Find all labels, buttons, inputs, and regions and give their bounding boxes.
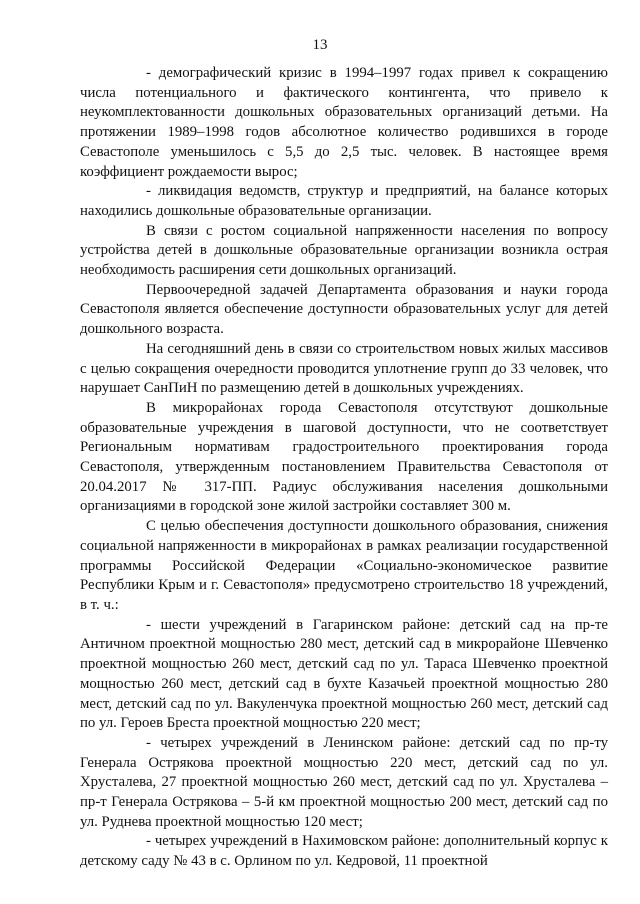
paragraph-construction-program: С целью обеспечения доступности дошкольного образования, снижения социальной напряженности в микрорайонах в рамках реализации государственной программы Российской Федерации «Социально-экономическое развитие Республики Крым и г. Севастополя» предусмотрено строительство 18 учреждений, в т. ч.: xyxy=(80,518,608,613)
paragraph-nakhimovsky-district: - четырех учреждений в Нахимовском районе: дополнительный корпус к детскому саду № 43 в с. Орлином по ул. Кедровой, 11 проектной xyxy=(80,833,608,870)
paragraph-primary-task: Первоочередной задачей Департамента образования и науки города Севастополя является обеспечение доступности образовательных услуг для детей дошкольного возраста. xyxy=(80,281,608,338)
paragraph-microdistricts: В микрорайонах города Севастополя отсутствуют дошкольные образовательные учреждения в шаговой доступности, что не соответствует Региональным нормативам градостроительного проектирования города Севастополя, утвержденным постановлением Правительства Севастополя от 20.04.2017 № 317-ПП. Радиус обслуживания населения дошкольными организациями в городской зоне жилой застройки составляет 300 м. xyxy=(80,399,608,515)
paragraph-group-compaction: На сегодняшний день в связи со строительством новых жилых массивов с целью сокращения очередности проводится уплотнение групп до 33 человек, что нарушает СанПиН по размещению детей в дошкольных учреждениях. xyxy=(80,340,608,397)
page-number: 13 xyxy=(312,37,328,53)
paragraph-gagarinsky-district: - шести учреждений в Гагаринском районе: детский сад на пр-те Античном проектной мощностью 280 мест, детский сад в микрорайоне Шевченко проектной мощностью 260 мест, детский сад по ул. Тараса Шевченко проектной мощностью 260 мест, детский сад в бухте Казачьей проектной мощностью 280 мест, детский сад по ул. Вакуленчука проектной мощностью 260 мест, детский сад по ул. Героев Бреста проектной мощностью 220 мест; xyxy=(80,616,608,732)
paragraph-leninsky-district: - четырех учреждений в Ленинском районе: детский сад по пр-ту Генерала Острякова проектной мощностью 220 мест, детский сад по ул. Хрусталева, 27 проектной мощностью 260 мест, детский сад по ул. Хрусталева – пр-т Генерала Острякова – 5-й км проектной мощностью 200 мест, детский сад по ул. Руднева проектной мощностью 120 мест; xyxy=(80,734,608,830)
document-body xyxy=(80,64,608,872)
paragraph-social-tension: В связи с ростом социальной напряженности населения по вопросу устройства детей в дошкольные образовательные организации возникла острая необходимость расширения сети дошкольных организаций. xyxy=(80,222,608,279)
paragraph-demographic-crisis: - демографический кризис в 1994–1997 годах привел к сокращению числа потенциального и фактического контингента, что привело к неукомплектованности дошкольных образовательных организаций детьми. На протяжении 1989–1998 годов абсолютное количество родившихся в городе Севастополе уменьшилось с 5,5 до 2,5 тыс. человек. В настоящее время коэффициент рождаемости вырос; xyxy=(80,65,608,180)
paragraph-liquidation: - ликвидация ведомств, структур и предприятий, на балансе которых находились дошкольные образовательные организации. xyxy=(80,183,608,219)
